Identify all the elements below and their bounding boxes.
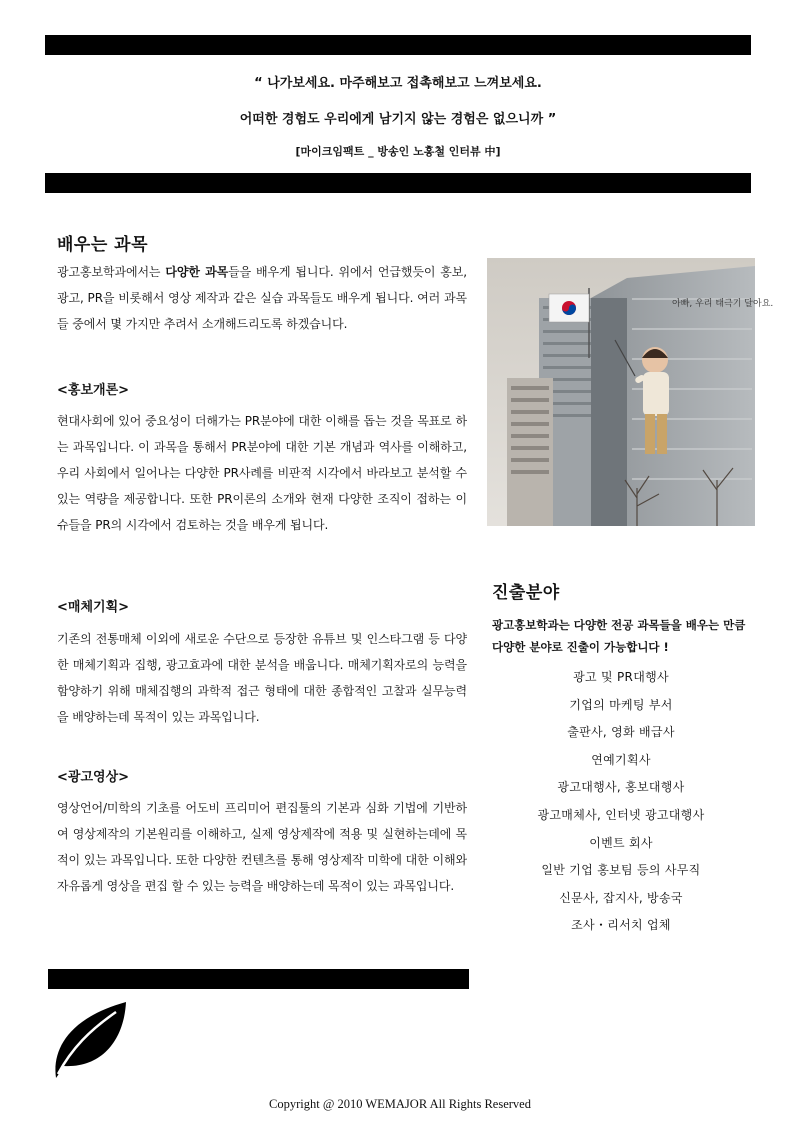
list-item: 조사・리서치 업체 xyxy=(571,918,671,933)
copyright-text: Copyright @ 2010 WEMAJOR All Rights Reserved xyxy=(269,1097,531,1111)
top-bar xyxy=(45,35,751,55)
quote-bottom-bar xyxy=(45,173,751,193)
list-item: 광고매체사, 인터넷 광고대행사 xyxy=(537,807,705,822)
course-desc-ad-video: 영상언어/미학의 기초를 어도비 프리미어 편집툴의 기본과 심화 기법에 기반하여 영상제작의 기본원리를 이해하고, 실제 영상제작에 적용 및 실현하는데에 목적이 있는 과목입니다. 또한 다양한 컨텐츠를 통해 영상제작 미학에 대한 이해와 자유롭게 영상을 편집 할 수 있는 능력을 배양하는데 목적이 있는 과목입니다. xyxy=(57,801,467,893)
quote-line-1: “ 나가보세요. 마주해보고 접촉해보고 느껴보세요. xyxy=(254,76,542,91)
careers-intro: 광고홍보학과는 다양한 전공 과목들을 배우는 만큼 다양한 분야로 진출이 가능합니다 ! xyxy=(492,618,746,654)
building-sign-text: 아빠, 우리 태극기 달아요. xyxy=(672,299,774,309)
list-item: 연예기획사 xyxy=(591,752,651,767)
subjects-intro-emphasis: 다양한 과목 xyxy=(165,265,229,279)
list-item: 일반 기업 홍보팀 등의 사무직 xyxy=(541,863,701,878)
course-title-ad-video: <광고영상> xyxy=(57,770,130,785)
subjects-intro: 광고홍보학과에서는 다양한 과목들을 배우게 됩니다. 위에서 언급했듯이 홍보, 광고, PR을 비롯해서 영상 제작과 같은 실습 과목들도 배우게 됩니다. 여러 과목들 중에서 몇 가지만 추려서 소개해드리도록 하겠습니다. xyxy=(57,265,467,331)
list-item: 광고대행사, 홍보대행사 xyxy=(557,780,685,795)
child-flag-photo xyxy=(487,258,774,526)
leaf-icon xyxy=(50,1000,128,1080)
photo-illustration xyxy=(487,258,774,526)
list-item: 광고 및 PR대행사 xyxy=(573,670,669,684)
bottom-bar xyxy=(48,969,469,989)
course-desc-media-planning: 기존의 전통매체 이외에 새로운 수단으로 등장한 유튜브 및 인스타그램 등 다양한 매체기획과 집행, 광고효과에 대한 분석을 배웁니다. 매체기획자로의 능력을 함양하기 위해 매체집행의 과학적 접근 형태에 대한 종합적인 고찰과 실무능력을 배양하는데 목적이 있는 과목입니다. xyxy=(57,632,467,724)
quote-line-2: 어떠한 경험도 우리에게 남기지 않는 경험은 없으니까 ” xyxy=(239,112,557,127)
list-item: 이벤트 회사 xyxy=(589,835,653,850)
course-title-pr-intro: <홍보개론> xyxy=(57,383,130,398)
careers-title: 진출분야 xyxy=(492,583,560,603)
list-item: 기업의 마케팅 부서 xyxy=(569,697,673,712)
course-desc-pr-intro: 현대사회에 있어 중요성이 더해가는 PR분야에 대한 이해를 돕는 것을 목표로 하는 과목입니다. 이 과목을 통해서 PR분야에 대한 기본 개념과 역사를 이해하고, 우리 사회에서 일어나는 다양한 PR사례를 비판적 시각에서 바라보고 분석할 수 있는 역량을 제공합니다. 또한 PR이론의 소개와 현재 다양한 조직이 접하는 이슈들을 PR의 시각에서 검토하는 것을 배우게 됩니다. xyxy=(57,414,467,532)
course-title-media-planning: <매체기획> xyxy=(57,600,130,615)
quote-source: [마이크임팩트 _ 방송인 노홍철 인터뷰 中] xyxy=(295,145,501,158)
careers-list xyxy=(490,664,752,940)
list-item: 출판사, 영화 배급사 xyxy=(567,725,675,740)
subjects-title: 배우는 과목 xyxy=(57,235,149,255)
list-item: 신문사, 잡지사, 방송국 xyxy=(559,890,683,905)
